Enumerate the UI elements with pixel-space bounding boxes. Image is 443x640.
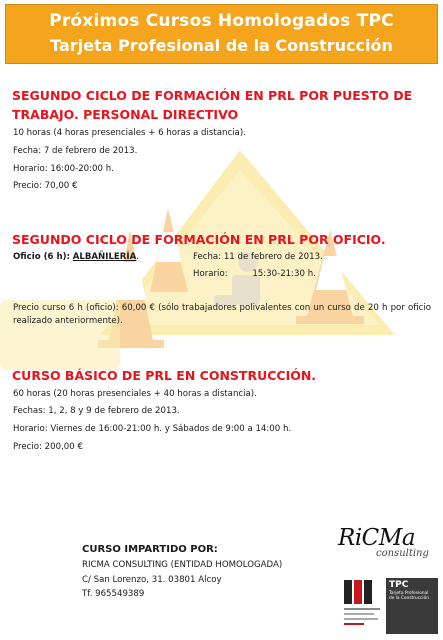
section1-price: Precio: 70,00 € — [13, 181, 78, 191]
section2-title: SEGUNDO CICLO DE FORMACIÓN EN PRL POR OFICIO. — [12, 232, 386, 247]
trade-value: ALBAÑILERÍA — [72, 252, 137, 262]
tpc-logo: TPC Tarjeta Profesional de la Construcción — [386, 578, 438, 634]
footer-address: C/ San Lorenzo, 31. 03801 Alcoy — [82, 575, 222, 585]
footer-company: RICMA CONSULTING (ENTIDAD HOMOLOGADA) — [82, 560, 283, 570]
section1-title: SEGUNDO CICLO DE FORMACIÓN EN PRL POR PUESTO DE TRABAJO. PERSONAL DIRECTIVO — [12, 88, 413, 122]
section2-price-note: Precio curso 6 h (oficio): 60,00 € (sólo trabajadores polivalentes con un curso de 20 h por oficio realizado anteriormente). — [13, 303, 431, 326]
trade-suffix: . — [136, 252, 139, 262]
section1-date: Fecha: 7 de febrero de 2013. — [13, 146, 138, 156]
section1-hours: 10 horas (4 horas presenciales + 6 horas a distancia). — [13, 128, 246, 138]
section3-hours: 60 horas (20 horas presenciales + 40 horas a distancia). — [13, 389, 257, 399]
traffic-cone-icon — [150, 208, 188, 292]
ricma-logo: RiCMa consulting — [338, 525, 429, 559]
footer-title: CURSO IMPARTIDO POR: — [82, 544, 218, 555]
section3-schedule: Horario: Viernes de 16:00-21:00 h. y Sábados de 9:00 a 14:00 h. — [13, 424, 292, 434]
section3-title: CURSO BÁSICO DE PRL EN CONSTRUCCIÓN. — [12, 368, 317, 383]
schedule-label: Horario: — [193, 269, 228, 279]
section3-dates: Fechas: 1, 2, 8 y 9 de febrero de 2013. — [13, 406, 180, 416]
section2-date: Fecha: 11 de febrero de 2013. — [193, 252, 323, 262]
schedule-value: 15:30-21:30 h. — [252, 269, 316, 279]
fmc-emblem-icon — [340, 578, 384, 630]
page-subtitle: Tarjeta Profesional de la Construcción — [50, 36, 393, 55]
footer-phone: Tf. 965549389 — [82, 589, 145, 599]
section1-schedule: Horario: 16:00-20:00 h. — [13, 164, 114, 174]
section2-trade — [13, 252, 139, 263]
page-title: Próximos Cursos Homologados TPC — [49, 11, 394, 31]
section2-schedule — [193, 269, 316, 280]
fundacion-logo — [340, 578, 384, 630]
trade-label: Oficio (6 h): — [13, 252, 70, 262]
header-banner — [5, 4, 438, 64]
section3-price: Precio: 200,00 € — [13, 442, 83, 452]
